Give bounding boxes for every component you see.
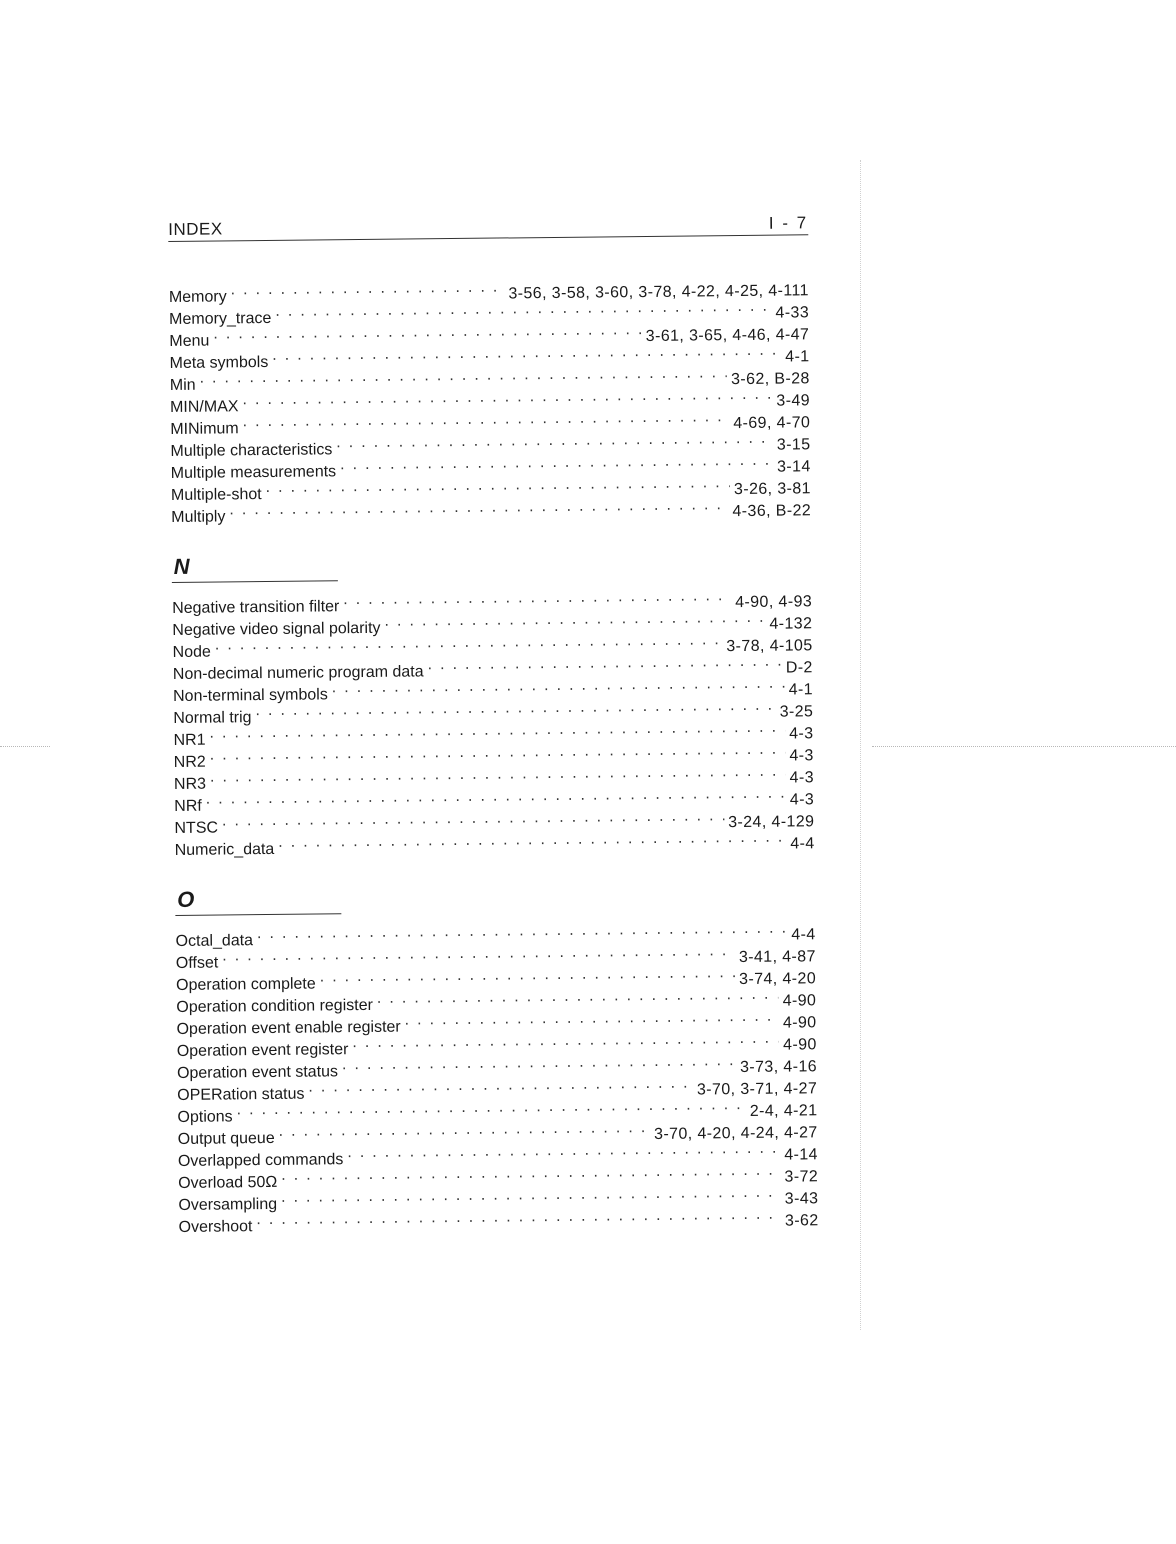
index-section-o bbox=[175, 917, 819, 1236]
index-section-n bbox=[172, 584, 815, 859]
index-term: MINimum bbox=[170, 420, 239, 438]
index-term: Offset bbox=[175, 954, 219, 972]
index-term: Negative transition filter bbox=[172, 598, 340, 617]
index-term: OPERation status bbox=[177, 1085, 305, 1104]
index-term: Overshoot bbox=[178, 1218, 253, 1236]
page-references: 3-74, 4-20 bbox=[739, 970, 817, 989]
page-references: 3-24, 4-129 bbox=[728, 813, 815, 832]
scan-fold-mark-right bbox=[872, 746, 1176, 747]
index-term: NRf bbox=[174, 797, 202, 815]
page-references: 2-4, 4-21 bbox=[749, 1102, 818, 1120]
index-term: Min bbox=[169, 376, 196, 394]
page-references: 3-49 bbox=[776, 392, 811, 410]
index-term: Operation complete bbox=[176, 975, 316, 994]
index-term: NTSC bbox=[174, 819, 219, 837]
index-term: Oversampling bbox=[178, 1195, 278, 1214]
page-references: 4-90 bbox=[782, 1014, 817, 1032]
page-references: 4-90, 4-93 bbox=[735, 593, 813, 612]
index-term: Octal_data bbox=[175, 932, 254, 950]
page-references: 4-90 bbox=[783, 1036, 817, 1054]
index-term: Non-terminal symbols bbox=[172, 686, 328, 705]
index-term: Multiple characteristics bbox=[170, 441, 333, 460]
page-references: 3-15 bbox=[776, 436, 811, 454]
page-references: 4-1 bbox=[788, 681, 814, 699]
index-term: Multiple-shot bbox=[170, 486, 262, 504]
page-references: 3-25 bbox=[779, 703, 814, 721]
dot-leader bbox=[230, 276, 504, 301]
index-term: NR3 bbox=[173, 775, 207, 793]
dot-leader bbox=[278, 827, 786, 854]
dot-leader bbox=[229, 494, 728, 521]
index-term: NR1 bbox=[173, 731, 206, 749]
index-term: MIN/MAX bbox=[169, 398, 239, 416]
page-references: 4-36, B-22 bbox=[732, 502, 812, 521]
page-references: 4-1 bbox=[785, 348, 810, 366]
page-references: 3-78, 4-105 bbox=[726, 637, 813, 656]
index-term: Operation event status bbox=[176, 1063, 339, 1082]
page-references: 4-3 bbox=[789, 725, 814, 743]
page-references: 3-61, 3-65, 4-46, 4-47 bbox=[645, 326, 810, 346]
index-term: Negative video signal polarity bbox=[172, 619, 381, 639]
page-header bbox=[168, 205, 808, 242]
section-letter-n: N bbox=[173, 553, 190, 579]
scan-fold-mark-left bbox=[0, 746, 50, 747]
page-references: 3-73, 4-16 bbox=[739, 1058, 818, 1077]
page-references: 3-56, 3-58, 3-60, 3-78, 4-22, 4-25, 4-111 bbox=[508, 282, 809, 303]
page-references: 3-72 bbox=[784, 1168, 819, 1186]
page-references: 3-62 bbox=[784, 1212, 819, 1230]
index-term: Overlapped commands bbox=[177, 1151, 344, 1170]
page-references: 3-26, 3-81 bbox=[733, 480, 812, 499]
page-title: INDEX bbox=[168, 219, 223, 239]
index-content bbox=[168, 205, 819, 1236]
index-term: Multiply bbox=[171, 508, 226, 526]
index-term: Operation event register bbox=[176, 1041, 349, 1060]
page-references: 4-69, 4-70 bbox=[733, 414, 811, 433]
page-references: 4-3 bbox=[789, 769, 815, 787]
page-references: 4-132 bbox=[769, 615, 813, 633]
index-term: Operation event enable register bbox=[176, 1018, 401, 1038]
index-term: Node bbox=[172, 643, 211, 661]
index-term: Meta symbols bbox=[169, 353, 269, 372]
index-term: Overload 50Ω bbox=[178, 1173, 278, 1192]
page-references: 3-41, 4-87 bbox=[738, 948, 816, 967]
page-references: 4-90 bbox=[782, 992, 817, 1010]
page-references: 3-14 bbox=[776, 458, 811, 476]
section-letter-o: O bbox=[177, 886, 195, 912]
index-term: Operation condition register bbox=[176, 996, 373, 1016]
dot-leader bbox=[256, 1204, 781, 1231]
scan-page-edge bbox=[860, 160, 861, 1330]
page-references: 3-70, 4-20, 4-24, 4-27 bbox=[654, 1124, 818, 1143]
index-term: Non-decimal numeric program data bbox=[172, 663, 424, 683]
index-term: Menu bbox=[169, 332, 210, 350]
page-references: 4-33 bbox=[775, 304, 810, 322]
index-term: Numeric_data bbox=[174, 840, 275, 859]
section-heading-n bbox=[172, 546, 338, 583]
page-references: 4-3 bbox=[789, 747, 814, 765]
index-term: Multiple measurements bbox=[170, 463, 337, 482]
page-references: D-2 bbox=[785, 659, 813, 677]
index-term: Options bbox=[177, 1108, 233, 1126]
index-term: Output queue bbox=[177, 1129, 275, 1148]
page-references: 3-43 bbox=[784, 1190, 819, 1208]
index-term: NR2 bbox=[173, 753, 206, 771]
page-references: 4-4 bbox=[790, 835, 815, 853]
section-heading-o bbox=[175, 879, 341, 916]
page-references: 4-3 bbox=[789, 791, 815, 809]
page-references: 3-62, B-28 bbox=[730, 370, 810, 389]
index-term: Normal trig bbox=[173, 709, 252, 727]
page-references: 4-4 bbox=[791, 926, 816, 944]
index-term: Memory bbox=[168, 288, 227, 306]
page-number: I - 7 bbox=[768, 213, 809, 233]
page-references: 3-70, 3-71, 4-27 bbox=[696, 1080, 818, 1099]
index-section-m bbox=[168, 273, 812, 526]
index-term: Memory_trace bbox=[169, 309, 272, 328]
page-references: 4-14 bbox=[784, 1146, 818, 1164]
